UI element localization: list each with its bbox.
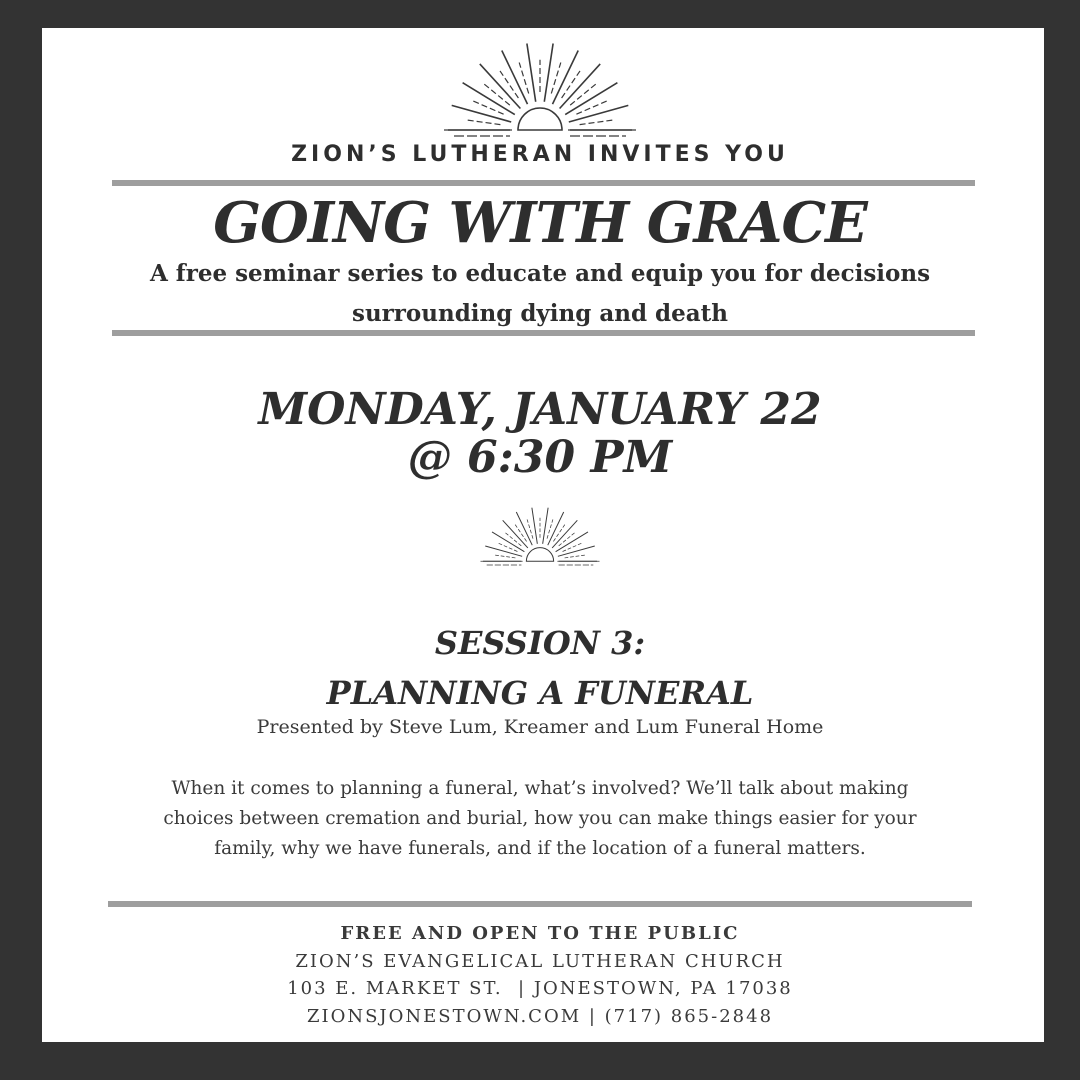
session-name: PLANNING A FUNERAL — [326, 674, 754, 712]
description-line: family, why we have funerals, and if the location of a funeral matters. — [214, 838, 866, 859]
top-divider — [112, 180, 975, 186]
footer-contact: ZIONSJONESTOWN.COM | (717) 865-2848 — [306, 1005, 774, 1027]
footer-church-name: ZION’S EVANGELICAL LUTHERAN CHURCH — [295, 950, 785, 972]
session-label: SESSION 3: — [434, 624, 646, 662]
event-date-line: MONDAY, JANUARY 22 — [258, 384, 822, 435]
footer-admission: FREE AND OPEN TO THE PUBLIC — [340, 923, 740, 944]
description-line: When it comes to planning a funeral, what’s involved? We’ll talk about making — [171, 778, 909, 799]
subtitle-line: A free seminar series to educate and equip you for decisions — [149, 260, 931, 287]
subtitle — [0, 254, 1080, 334]
session-heading — [0, 618, 1080, 718]
invites-heading: ZION’S LUTHERAN INVITES YOU — [291, 142, 789, 167]
sunburst-icon — [440, 34, 640, 138]
page-title: GOING WITH GRACE — [213, 190, 867, 256]
description-line: choices between cremation and burial, how you can make things easier for your — [163, 808, 917, 829]
header-divider — [112, 330, 975, 336]
event-time-line: @ 6:30 PM — [407, 432, 673, 483]
footer-address: 103 E. MARKET ST. | JONESTOWN, PA 17038 — [287, 978, 793, 999]
session-description — [130, 774, 950, 864]
event-date — [0, 386, 1080, 482]
footer-divider — [108, 901, 972, 907]
subtitle-line: surrounding dying and death — [352, 300, 728, 327]
footer — [0, 920, 1080, 1030]
presenter-text: Presented by Steve Lum, Kreamer and Lum Funeral Home — [256, 716, 824, 738]
sunburst-icon — [478, 500, 602, 568]
